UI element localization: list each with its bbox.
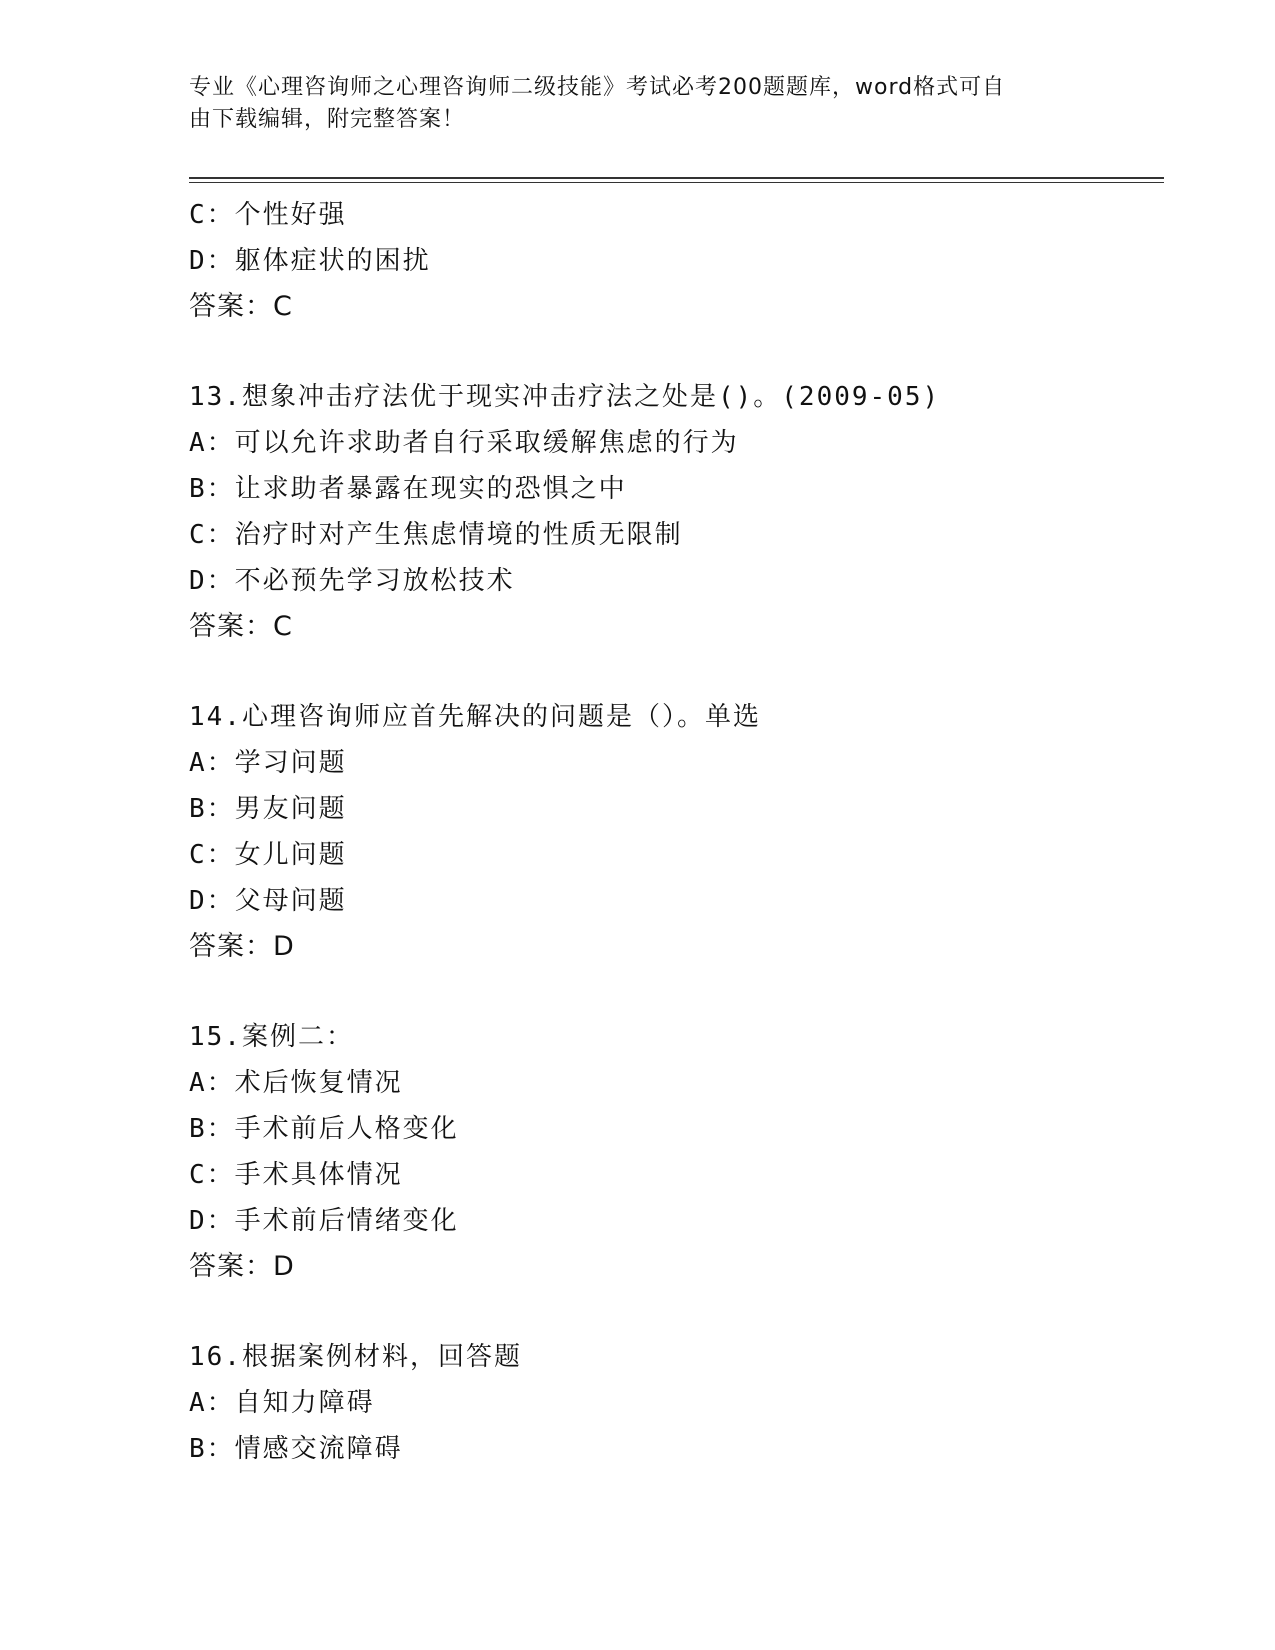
- header-line-1: 专业《心理咨询师之心理咨询师二级技能》考试必考200题题库，word格式可自: [189, 75, 1006, 100]
- option-b: B：男友问题: [189, 794, 347, 824]
- option-c: C：治疗时对产生焦虑情境的性质无限制: [189, 520, 683, 550]
- answer: 答案：D: [189, 1251, 295, 1282]
- question-15: [189, 1014, 1164, 1290]
- answer: 答案：C: [189, 611, 293, 642]
- option-a: A：自知力障碍: [189, 1388, 375, 1418]
- header-divider: [189, 177, 1164, 183]
- option-a: A：学习问题: [189, 748, 347, 778]
- question-13: [189, 374, 1164, 650]
- option-d: D：不必预先学习放松技术: [189, 566, 515, 596]
- option-b: B：手术前后人格变化: [189, 1114, 459, 1144]
- option-d: D：躯体症状的困扰: [189, 246, 431, 276]
- option-c: C：手术具体情况: [189, 1160, 403, 1190]
- question-16: [189, 1334, 1164, 1472]
- option-a: A：术后恢复情况: [189, 1068, 403, 1098]
- option-a: A：可以允许求助者自行采取缓解焦虑的行为: [189, 428, 739, 458]
- option-d: D：父母问题: [189, 886, 347, 916]
- question-14: [189, 694, 1164, 970]
- option-d: D：手术前后情绪变化: [189, 1206, 459, 1236]
- question-list: [189, 192, 1164, 1472]
- option-c: C：个性好强: [189, 200, 347, 230]
- option-b: B：让求助者暴露在现实的恐惧之中: [189, 474, 627, 504]
- option-b: B：情感交流障碍: [189, 1434, 403, 1464]
- question-12: [189, 192, 1164, 330]
- option-c: C：女儿问题: [189, 840, 347, 870]
- question-text: 14.心理咨询师应首先解决的问题是（）。单选: [189, 702, 761, 732]
- header-line-2: 由下载编辑，附完整答案！: [189, 107, 466, 132]
- document-header: [189, 72, 1089, 136]
- question-text: 16.根据案例材料，回答题: [189, 1342, 522, 1372]
- answer: 答案：D: [189, 931, 295, 962]
- question-text: 13.想象冲击疗法优于现实冲击疗法之处是()。(2009-05): [189, 382, 941, 412]
- answer: 答案：C: [189, 291, 293, 322]
- question-text: 15.案例二：: [189, 1022, 354, 1052]
